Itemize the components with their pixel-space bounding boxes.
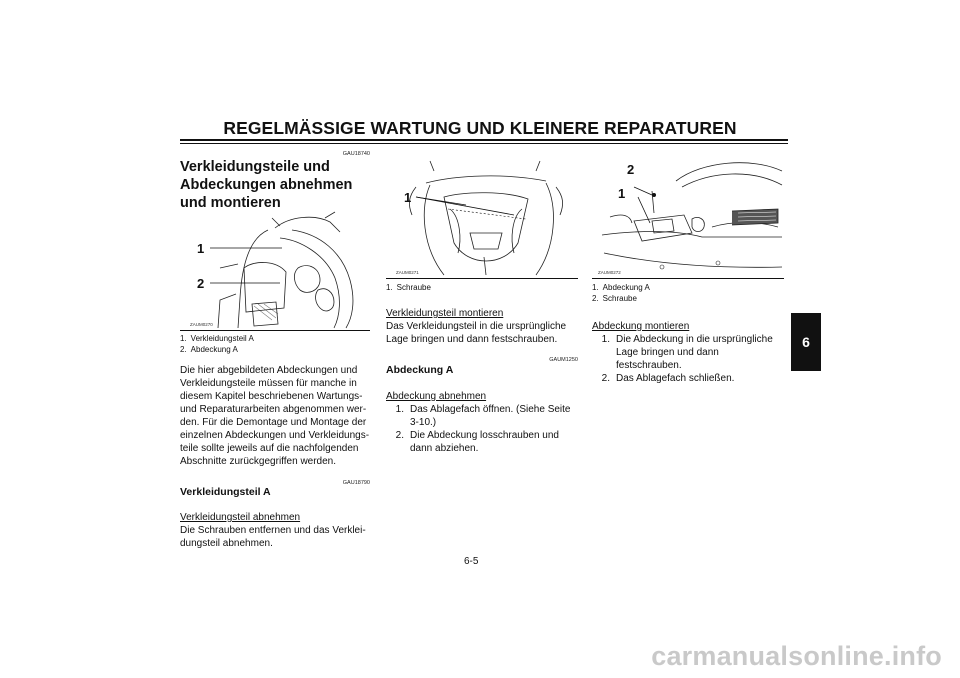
caption-rule [180, 330, 370, 331]
step-number: 2. [395, 430, 404, 441]
callout-1: 1 [197, 241, 205, 256]
procedure-title: Abdeckung montieren [592, 321, 690, 332]
callout-1: 1 [618, 186, 626, 201]
step-text: Die Abdeckung losschrauben und dann abziehen. [410, 430, 559, 454]
caption-number: 2. [592, 294, 599, 303]
caption-text: Schraube [602, 294, 637, 303]
section-code: GAU18740 [342, 151, 370, 157]
section-code: GAU18790 [342, 480, 370, 486]
chapter-tab: 6 [791, 313, 821, 371]
scooter-screws-illustration [386, 157, 578, 277]
caption-rule [386, 278, 578, 279]
figure-captions [386, 282, 578, 293]
callout-1: 1 [404, 190, 412, 205]
procedure-title: Verkleidungsteil abnehmen [180, 512, 301, 523]
scooter-front-illustration [180, 208, 370, 330]
page-number: 6-5 [464, 556, 479, 567]
caption-number: 1. [386, 283, 393, 292]
caption-rule [592, 278, 784, 279]
figure-code: ZAUM0272 [598, 270, 621, 275]
step-text: Die Abdeckung in die ursprüngliche Lage bringen und dann festschrauben. [616, 334, 773, 371]
caption-text: Abdeckung A [602, 283, 650, 292]
step-text: Das Ablagefach öffnen. (Siehe Seite 3-10.) [410, 404, 571, 428]
step-item [592, 333, 786, 372]
caption-number: 1. [592, 283, 599, 292]
caption-item [386, 282, 578, 293]
step-number: 2. [601, 373, 610, 384]
header-rule-thick [180, 139, 788, 141]
figure-code: ZAUM0271 [396, 270, 419, 275]
step-number: 1. [601, 334, 610, 345]
callout-2: 2 [627, 162, 635, 177]
procedure-title: Abdeckung abnehmen [386, 391, 487, 402]
intro-paragraph: Die hier abgebildeten Abdeckungen und Verkleidungsteile müssen für manche in diesem Kapitel beschriebenen Wartungs- und Reparaturarbeiten abgenommen wer- den. Für die Demontage und Montage der einzelnen Abdeckungen und Verkleidungs- teile sollte jeweils auf die nachfolgenden Abschnitte zurückgegriffen werden. [180, 365, 370, 467]
step-number: 1. [395, 404, 404, 415]
figure-captions [592, 282, 784, 304]
caption-item [180, 344, 370, 355]
section-code: GAUM1250 [549, 357, 578, 363]
figure-storage-cover [592, 157, 784, 277]
subheading-verkleidungsteil-a: Verkleidungsteil A [180, 486, 271, 498]
figure-scooter-front [180, 208, 370, 330]
caption-text: Schraube [396, 283, 431, 292]
subheading-abdeckung-a: Abdeckung A [386, 364, 454, 376]
caption-item [592, 293, 784, 304]
step-item [386, 429, 578, 455]
procedure-title: Verkleidungsteil montieren [386, 308, 504, 319]
caption-item [592, 282, 784, 293]
step-item [592, 372, 786, 385]
figure-scooter-screws [386, 157, 578, 277]
section-heading: Verkleidungsteile und Abdeckungen abnehmen und montieren [180, 159, 353, 211]
procedure-text: Die Schrauben entfernen und das Verklei- dungsteil abnehmen. [180, 525, 366, 549]
caption-number: 2. [180, 345, 187, 354]
caption-number: 1. [180, 334, 187, 343]
procedure-text: Das Verkleidungsteil in die ursprüngliche Lage bringen und dann festschrauben. [386, 321, 567, 345]
figure-captions [180, 333, 370, 355]
page-title: REGELMÄSSIGE WARTUNG UND KLEINERE REPARATUREN [223, 118, 737, 138]
procedure-steps [386, 403, 578, 455]
storage-cover-illustration [592, 157, 784, 277]
caption-text: Abdeckung A [190, 345, 238, 354]
figure-code: ZAUM0270 [190, 322, 213, 327]
caption-text: Verkleidungsteil A [190, 334, 254, 343]
header-rule-thin [180, 143, 788, 144]
step-item [386, 403, 578, 429]
callout-2: 2 [197, 276, 205, 291]
step-text: Das Ablagefach schließen. [616, 373, 735, 384]
procedure-steps [592, 333, 786, 385]
caption-item [180, 333, 370, 344]
watermark: carmanualsonline.info [651, 641, 942, 671]
